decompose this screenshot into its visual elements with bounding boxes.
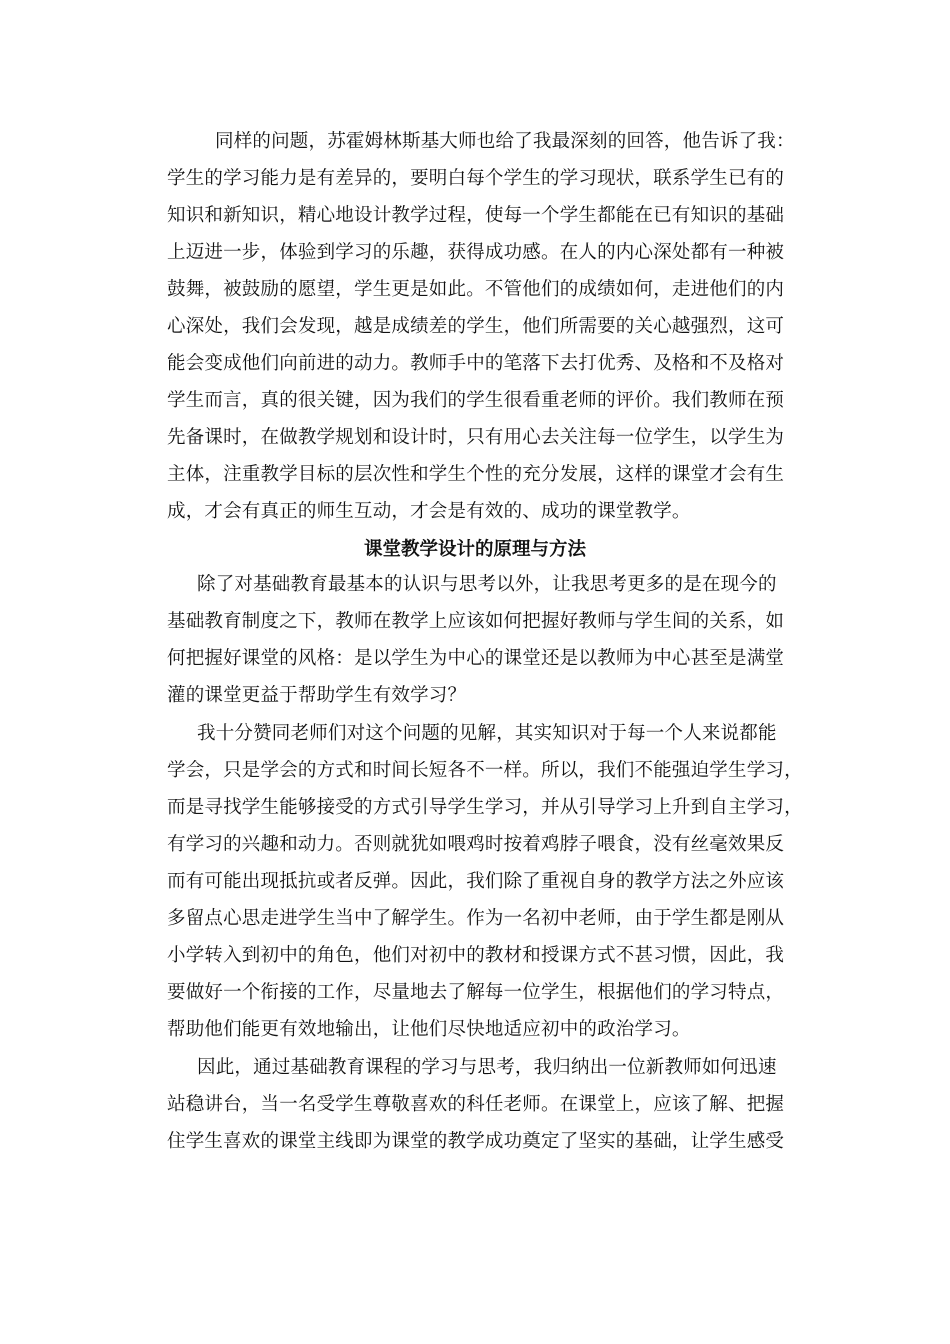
paragraph-3-line-1: 我十分赞同老师们对这个问题的见解，其实知识对于每一个人来说都能: [197, 723, 777, 744]
paragraph-1-line-1: 同样的问题，苏霍姆林斯基大师也给了我最深刻的回答，他告诉了我：: [215, 131, 795, 152]
paragraph-3-line-3: 而是寻找学生能够接受的方式引导学生学习，并从引导学习上升到自主学习，: [167, 797, 803, 818]
paragraph-3-line-6: 多留点心思走进学生当中了解学生。作为一名初中老师，由于学生都是刚从: [167, 908, 785, 929]
paragraph-2-line-2: 基础教育制度之下，教师在教学上应该如何把握好教师与学生间的关系，如: [167, 611, 785, 632]
section-heading: 课堂教学设计的原理与方法: [363, 539, 586, 560]
paragraph-1-line-2: 学生的学习能力是有差异的，要明白每个学生的学习现状，联系学生已有的: [167, 168, 785, 189]
paragraph-1-line-10: 主体，注重教学目标的层次性和学生个性的充分发展，这样的课堂才会有生: [167, 464, 785, 485]
paragraph-4-line-1: 因此，通过基础教育课程的学习与思考，我归纳出一位新教师如何迅速: [197, 1057, 777, 1078]
paragraph-3-line-8: 要做好一个衔接的工作，尽量地去了解每一位学生，根据他们的学习特点，: [167, 982, 785, 1003]
paragraph-3-line-4: 有学习的兴趣和动力。否则就犹如喂鸡时按着鸡脖子喂食，没有丝毫效果反: [167, 834, 785, 855]
paragraph-2-line-4: 灌的课堂更益于帮助学生有效学习？: [167, 685, 467, 706]
paragraph-1-line-11: 成，才会有真正的师生互动，才会是有效的、成功的课堂教学。: [167, 501, 691, 522]
paragraph-1-line-8: 学生而言，真的很关键，因为我们的学生很看重老师的评价。我们教师在预: [167, 390, 785, 411]
paragraph-4-line-2: 站稳讲台，当一名受学生尊敬喜欢的科任老师。在课堂上，应该了解、把握: [167, 1094, 785, 1115]
paragraph-1-line-5: 鼓舞，被鼓励的愿望，学生更是如此。不管他们的成绩如何，走进他们的内: [167, 279, 785, 300]
paragraph-1-line-3: 知识和新知识，精心地设计教学过程，使每一个学生都能在已有知识的基础: [167, 205, 785, 226]
paragraph-4-line-3: 住学生喜欢的课堂主线即为课堂的教学成功奠定了坚实的基础，让学生感受: [167, 1131, 785, 1152]
paragraph-1-line-9: 先备课时，在做教学规划和设计时，只有用心去关注每一位学生，以学生为: [167, 427, 785, 448]
paragraph-2-line-1: 除了对基础教育最基本的认识与思考以外，让我思考更多的是在现今的: [197, 574, 777, 595]
paragraph-1-line-4: 上迈进一步，体验到学习的乐趣，获得成功感。在人的内心深处都有一种被: [167, 242, 785, 263]
paragraph-2-line-3: 何把握好课堂的风格：是以学生为中心的课堂还是以教师为中心甚至是满堂: [167, 648, 785, 669]
paragraph-3-line-9: 帮助他们能更有效地输出，让他们尽快地适应初中的政治学习。: [167, 1019, 691, 1040]
paragraph-3-line-5: 而有可能出现抵抗或者反弹。因此，我们除了重视自身的教学方法之外应该: [167, 871, 785, 892]
paragraph-1-line-7: 能会变成他们向前进的动力。教师手中的笔落下去打优秀、及格和不及格对: [167, 353, 785, 374]
paragraph-1-line-6: 心深处，我们会发现，越是成绩差的学生，他们所需要的关心越强烈，这可: [167, 316, 785, 337]
paragraph-3-line-7: 小学转入到初中的角色，他们对初中的教材和授课方式不甚习惯，因此，我: [167, 945, 785, 966]
paragraph-3-line-2: 学会，只是学会的方式和时间长短各不一样。所以，我们不能强迫学生学习，: [167, 760, 803, 781]
